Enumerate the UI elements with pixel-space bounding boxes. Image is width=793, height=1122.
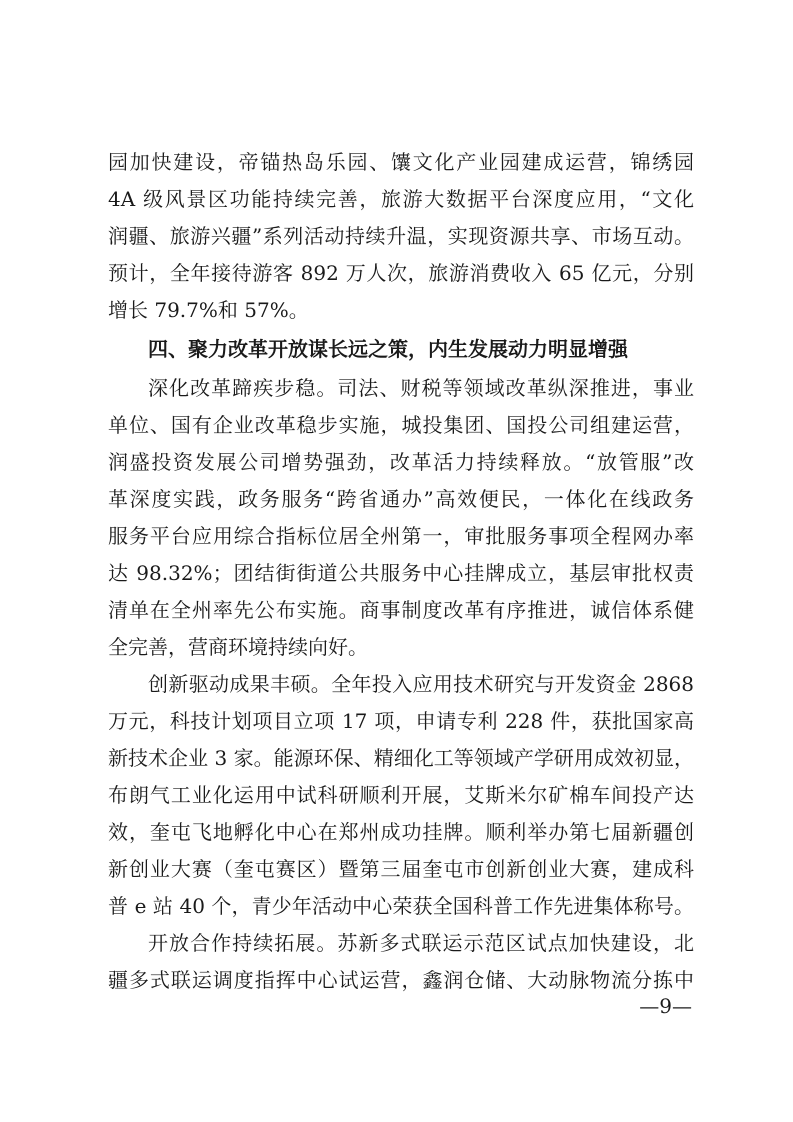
paragraph-first-line: 开放合作持续拓展。苏新多式联运示范区试点加快建设，北 xyxy=(148,931,694,955)
body-line: 润盛投资发展公司增势强劲，改革活力持续释放。“放管服”改 xyxy=(108,450,694,474)
page-number: —9— xyxy=(639,994,692,1018)
body-line: 疆多式联运调度指挥中心试运营，鑫润仓储、大动脉物流分拣中 xyxy=(108,968,694,992)
body-line: 服务平台应用综合指标位居全州第一，审批服务事项全程网办率 xyxy=(108,524,694,548)
body-line: 布朗气工业化运用中试科研顺利开展，艾斯米尔矿棉车间投产达 xyxy=(108,783,694,807)
body-line: 预计，全年接待游客 892 万人次，旅游消费收入 65 亿元，分别 xyxy=(108,261,694,285)
body-line: 新创业大赛（奎屯赛区）暨第三届奎屯市创新创业大赛，建成科 xyxy=(108,857,694,881)
paragraph-first-line: 深化改革蹄疾步稳。司法、财税等领域改革纵深推进，事业 xyxy=(148,376,694,400)
paragraph-first-line: 创新驱动成果丰硕。全年投入应用技术研究与开发资金 2868 xyxy=(148,672,694,696)
body-line: 4A 级风景区功能持续完善，旅游大数据平台深度应用，“文化 xyxy=(108,187,694,211)
body-line: 清单在全州率先公布实施。商事制度改革有序推进，诚信体系健 xyxy=(108,598,694,622)
body-line: 达 98.32%；团结街街道公共服务中心挂牌成立，基层审批权责 xyxy=(108,561,694,585)
section-heading: 四、聚力改革开放谋长远之策，内生发展动力明显增强 xyxy=(148,337,628,361)
body-line: 万元，科技计划项目立项 17 项，申请专利 228 件，获批国家高 xyxy=(108,709,694,733)
body-line: 全完善，营商环境持续向好。 xyxy=(108,635,368,659)
body-line: 园加快建设，帝锚热岛乐园、馕文化产业园建成运营，锦绣园 xyxy=(108,150,694,174)
body-line: 普 e 站 40 个，青少年活动中心荣获全国科普工作先进集体称号。 xyxy=(108,894,694,918)
body-line: 增长 79.7%和 57%。 xyxy=(108,298,309,322)
body-line: 新技术企业 3 家。能源环保、精细化工等领域产学研用成效初显， xyxy=(108,746,694,770)
body-line: 单位、国有企业改革稳步实施，城投集团、国投公司组建运营， xyxy=(108,413,694,437)
body-line: 革深度实践，政务服务“跨省通办”高效便民，一体化在线政务 xyxy=(108,487,694,511)
body-line: 润疆、旅游兴疆”系列活动持续升温，实现资源共享、市场互动。 xyxy=(108,224,694,248)
body-line: 效，奎屯飞地孵化中心在郑州成功挂牌。顺利举办第七届新疆创 xyxy=(108,820,694,844)
